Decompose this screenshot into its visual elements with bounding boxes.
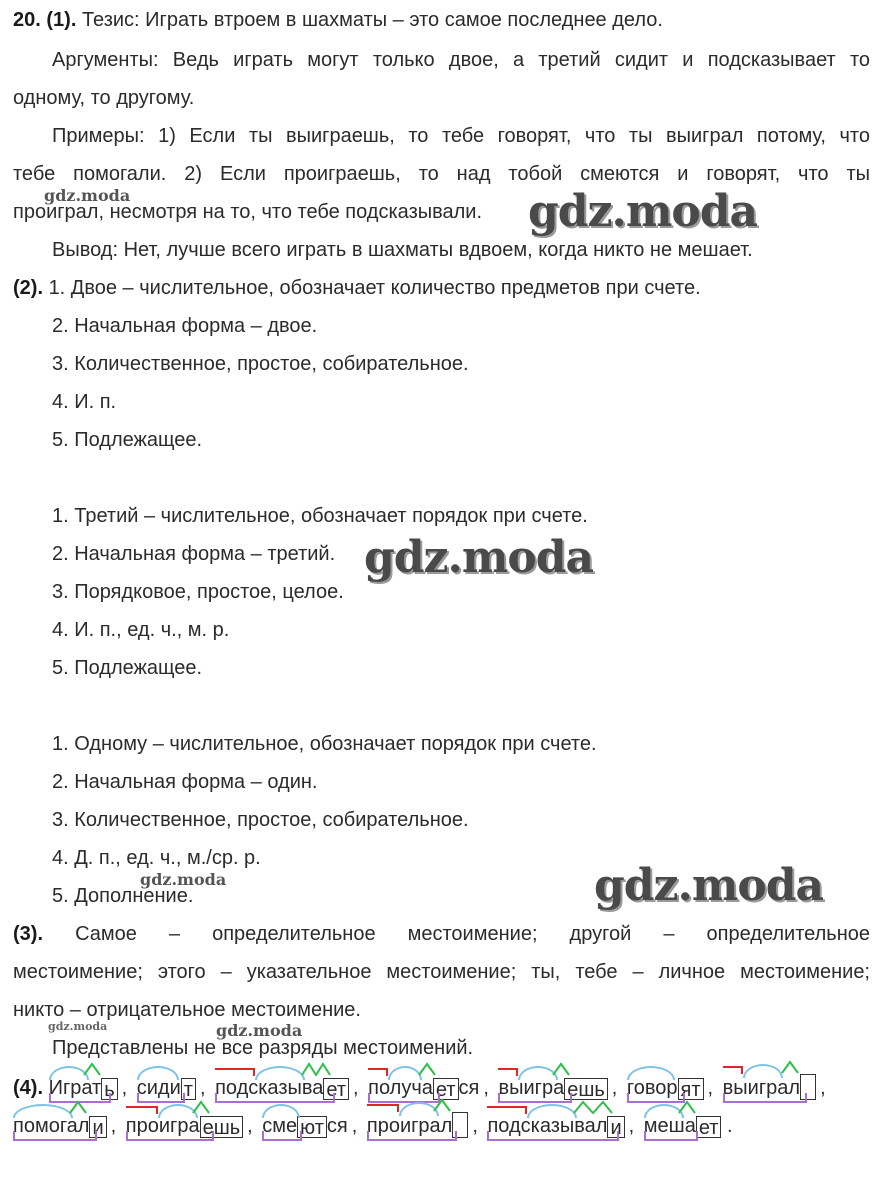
part3-line-1-text: Самое – определительное местоимение; другой – определительное	[75, 923, 870, 945]
suffix-mark	[418, 1062, 436, 1076]
parse-word: проигра ешь	[126, 1114, 243, 1138]
stem-mark	[498, 1093, 572, 1103]
analysis-b-item-5: 5. Подлежащее.	[52, 657, 203, 679]
analysis-a-item-3: 3. Количественное, простое, собирательное.	[52, 353, 469, 375]
postfix: ся	[458, 1077, 480, 1099]
stem-mark	[627, 1093, 685, 1103]
root-arc-mark	[262, 1104, 300, 1118]
stem-mark	[137, 1093, 185, 1103]
analysis-b-item-1: 1. Третий – числительное, обозначает порядок при счете.	[52, 505, 588, 527]
root-arc-mark	[743, 1064, 783, 1078]
root-arc-mark	[388, 1066, 422, 1080]
watermark-logo: gdz.moda	[594, 860, 824, 911]
analysis-b-item-4: 4. И. п., ед. ч., м. р.	[52, 619, 230, 641]
parse-word: помогал и	[13, 1114, 107, 1138]
analysis-b-item-3: 3. Порядковое, простое, целое.	[52, 581, 344, 603]
part3-line-1	[13, 922, 870, 946]
prefix-mark	[487, 1106, 527, 1114]
part4-label: (4).	[13, 1077, 43, 1099]
analysis-a-item-5: 5. Подлежащее.	[52, 429, 203, 451]
examples-line-2: тебе помогали. 2) Если проиграешь, то над тобой смеются и говорят, что ты	[13, 163, 870, 185]
stem-mark	[262, 1131, 302, 1141]
conclusion-line: Вывод: Нет, лучше всего играть в шахматы вдвоем, когда никто не мешает.	[52, 239, 753, 261]
postfix: ся	[326, 1115, 348, 1137]
root-arc-mark	[527, 1104, 577, 1118]
prefix-mark	[723, 1066, 743, 1074]
ending-box: ешь	[200, 1116, 244, 1138]
root-arc-mark	[627, 1066, 675, 1080]
thesis-text: Тезис: Играть втроем в шахматы – это самое последнее дело.	[81, 9, 663, 31]
arguments-line-1: Аргументы: Ведь играть могут только двое, а третий сидит и подсказывает то	[52, 49, 870, 71]
stem-mark	[367, 1131, 457, 1141]
suffix-mark	[573, 1100, 613, 1114]
task-number: 20.	[13, 9, 41, 31]
part2-first-line	[13, 276, 870, 300]
ending-box: ет	[433, 1078, 459, 1100]
analysis-c-item-4: 4. Д. п., ед. ч., м./ср. р.	[52, 847, 261, 869]
root-arc-mark	[13, 1104, 73, 1118]
parse-word: выигра ешь	[498, 1076, 607, 1100]
prefix-mark	[215, 1068, 255, 1076]
stem-mark	[215, 1093, 335, 1103]
analysis-a-item-1: 1. Двое – числительное, обозначает количество предметов при счете.	[48, 277, 701, 299]
root-arc-mark	[255, 1066, 305, 1080]
stem-mark	[723, 1093, 807, 1103]
parse-word: Играт ь	[49, 1076, 118, 1100]
parse-row-1: (4). Играт ь , сиди т , подсказыва ет , получа ет ся , выигра ешь , говор ят , выиграл ,	[13, 1074, 830, 1100]
analysis-c-item-2: 2. Начальная форма – один.	[52, 771, 318, 793]
ending-box: ят	[678, 1078, 704, 1100]
stem-mark	[126, 1131, 214, 1141]
stem-mark	[644, 1131, 698, 1141]
watermark-small: gdz.moda	[140, 870, 227, 889]
suffix-mark	[69, 1100, 87, 1114]
ending-box: ет	[323, 1078, 349, 1100]
parse-word: меша ет	[644, 1114, 722, 1138]
ending-box: и	[89, 1116, 106, 1138]
ending-box: ь	[101, 1078, 117, 1100]
prefix-mark	[367, 1104, 399, 1112]
parse-row-2: помогал и , проигра ешь , сме ют ся , проиграл , подсказывал и , меша ет .	[13, 1112, 733, 1138]
part3-line-2: местоимение; этого – указательное местоимение; ты, тебе – личное местоимение;	[13, 961, 870, 983]
prefix-mark	[126, 1106, 158, 1114]
part1-label: (1).	[46, 9, 77, 31]
suffix-mark	[781, 1060, 799, 1074]
analysis-c-item-1: 1. Одному – числительное, обозначает порядок при счете.	[52, 733, 597, 755]
parse-word: выиграл	[723, 1074, 816, 1100]
examples-line-3: проиграл, несмотря на то, что тебе подсказывали.	[13, 201, 483, 223]
part2-label: (2).	[13, 277, 43, 299]
parse-word: подсказывал и	[487, 1114, 624, 1138]
parse-word: сме ют ся	[262, 1114, 347, 1138]
parse-word: проиграл	[367, 1112, 468, 1138]
suffix-mark	[83, 1062, 101, 1076]
watermark-small: gdz.moda	[44, 186, 131, 205]
prefix-mark	[498, 1068, 518, 1076]
part3-line-4: Представлены не все разряды местоимений.	[52, 1037, 474, 1059]
analysis-a-item-4: 4. И. п.	[52, 391, 117, 413]
stem-mark	[487, 1131, 619, 1141]
watermark-tiny: gdz.moda	[48, 1020, 108, 1033]
analysis-c-item-5: 5. Дополнение.	[52, 885, 194, 907]
suffix-mark	[678, 1100, 696, 1114]
suffix-mark	[433, 1098, 451, 1112]
parse-word: подсказыва ет	[215, 1076, 349, 1100]
ending-box: т	[181, 1078, 196, 1100]
stem-mark	[13, 1131, 97, 1141]
root-arc-mark	[137, 1066, 179, 1080]
ending-box: ют	[297, 1116, 327, 1138]
watermark-small: gdz.moda	[216, 1021, 303, 1040]
analysis-c-item-3: 3. Количественное, простое, собирательное.	[52, 809, 469, 831]
part3-label: (3).	[13, 923, 43, 945]
ending-box: ет	[696, 1116, 722, 1138]
analysis-a-item-2: 2. Начальная форма – двое.	[52, 315, 318, 337]
parse-word: получа ет ся	[368, 1076, 479, 1100]
watermark-logo: gdz.moda	[364, 532, 594, 583]
suffix-mark	[301, 1062, 331, 1076]
prefix-mark	[368, 1068, 388, 1076]
ending-box: ешь	[564, 1078, 608, 1100]
parse-word: сиди т	[137, 1076, 196, 1100]
parse-word: говор ят	[627, 1076, 704, 1100]
stem-mark	[368, 1093, 440, 1103]
watermark-logo: gdz.moda	[528, 186, 758, 237]
ending-box: и	[607, 1116, 624, 1138]
suffix-mark	[552, 1062, 570, 1076]
part3-line-3: никто – отрицательное местоимение.	[13, 999, 361, 1021]
arguments-line-2: одному, то другому.	[13, 87, 195, 109]
thesis-line	[13, 8, 870, 32]
examples-line-1: Примеры: 1) Если ты выиграешь, то тебе говорят, что ты выиграл потому, что	[52, 125, 870, 147]
suffix-mark	[192, 1100, 210, 1114]
analysis-b-item-2: 2. Начальная форма – третий.	[52, 543, 336, 565]
